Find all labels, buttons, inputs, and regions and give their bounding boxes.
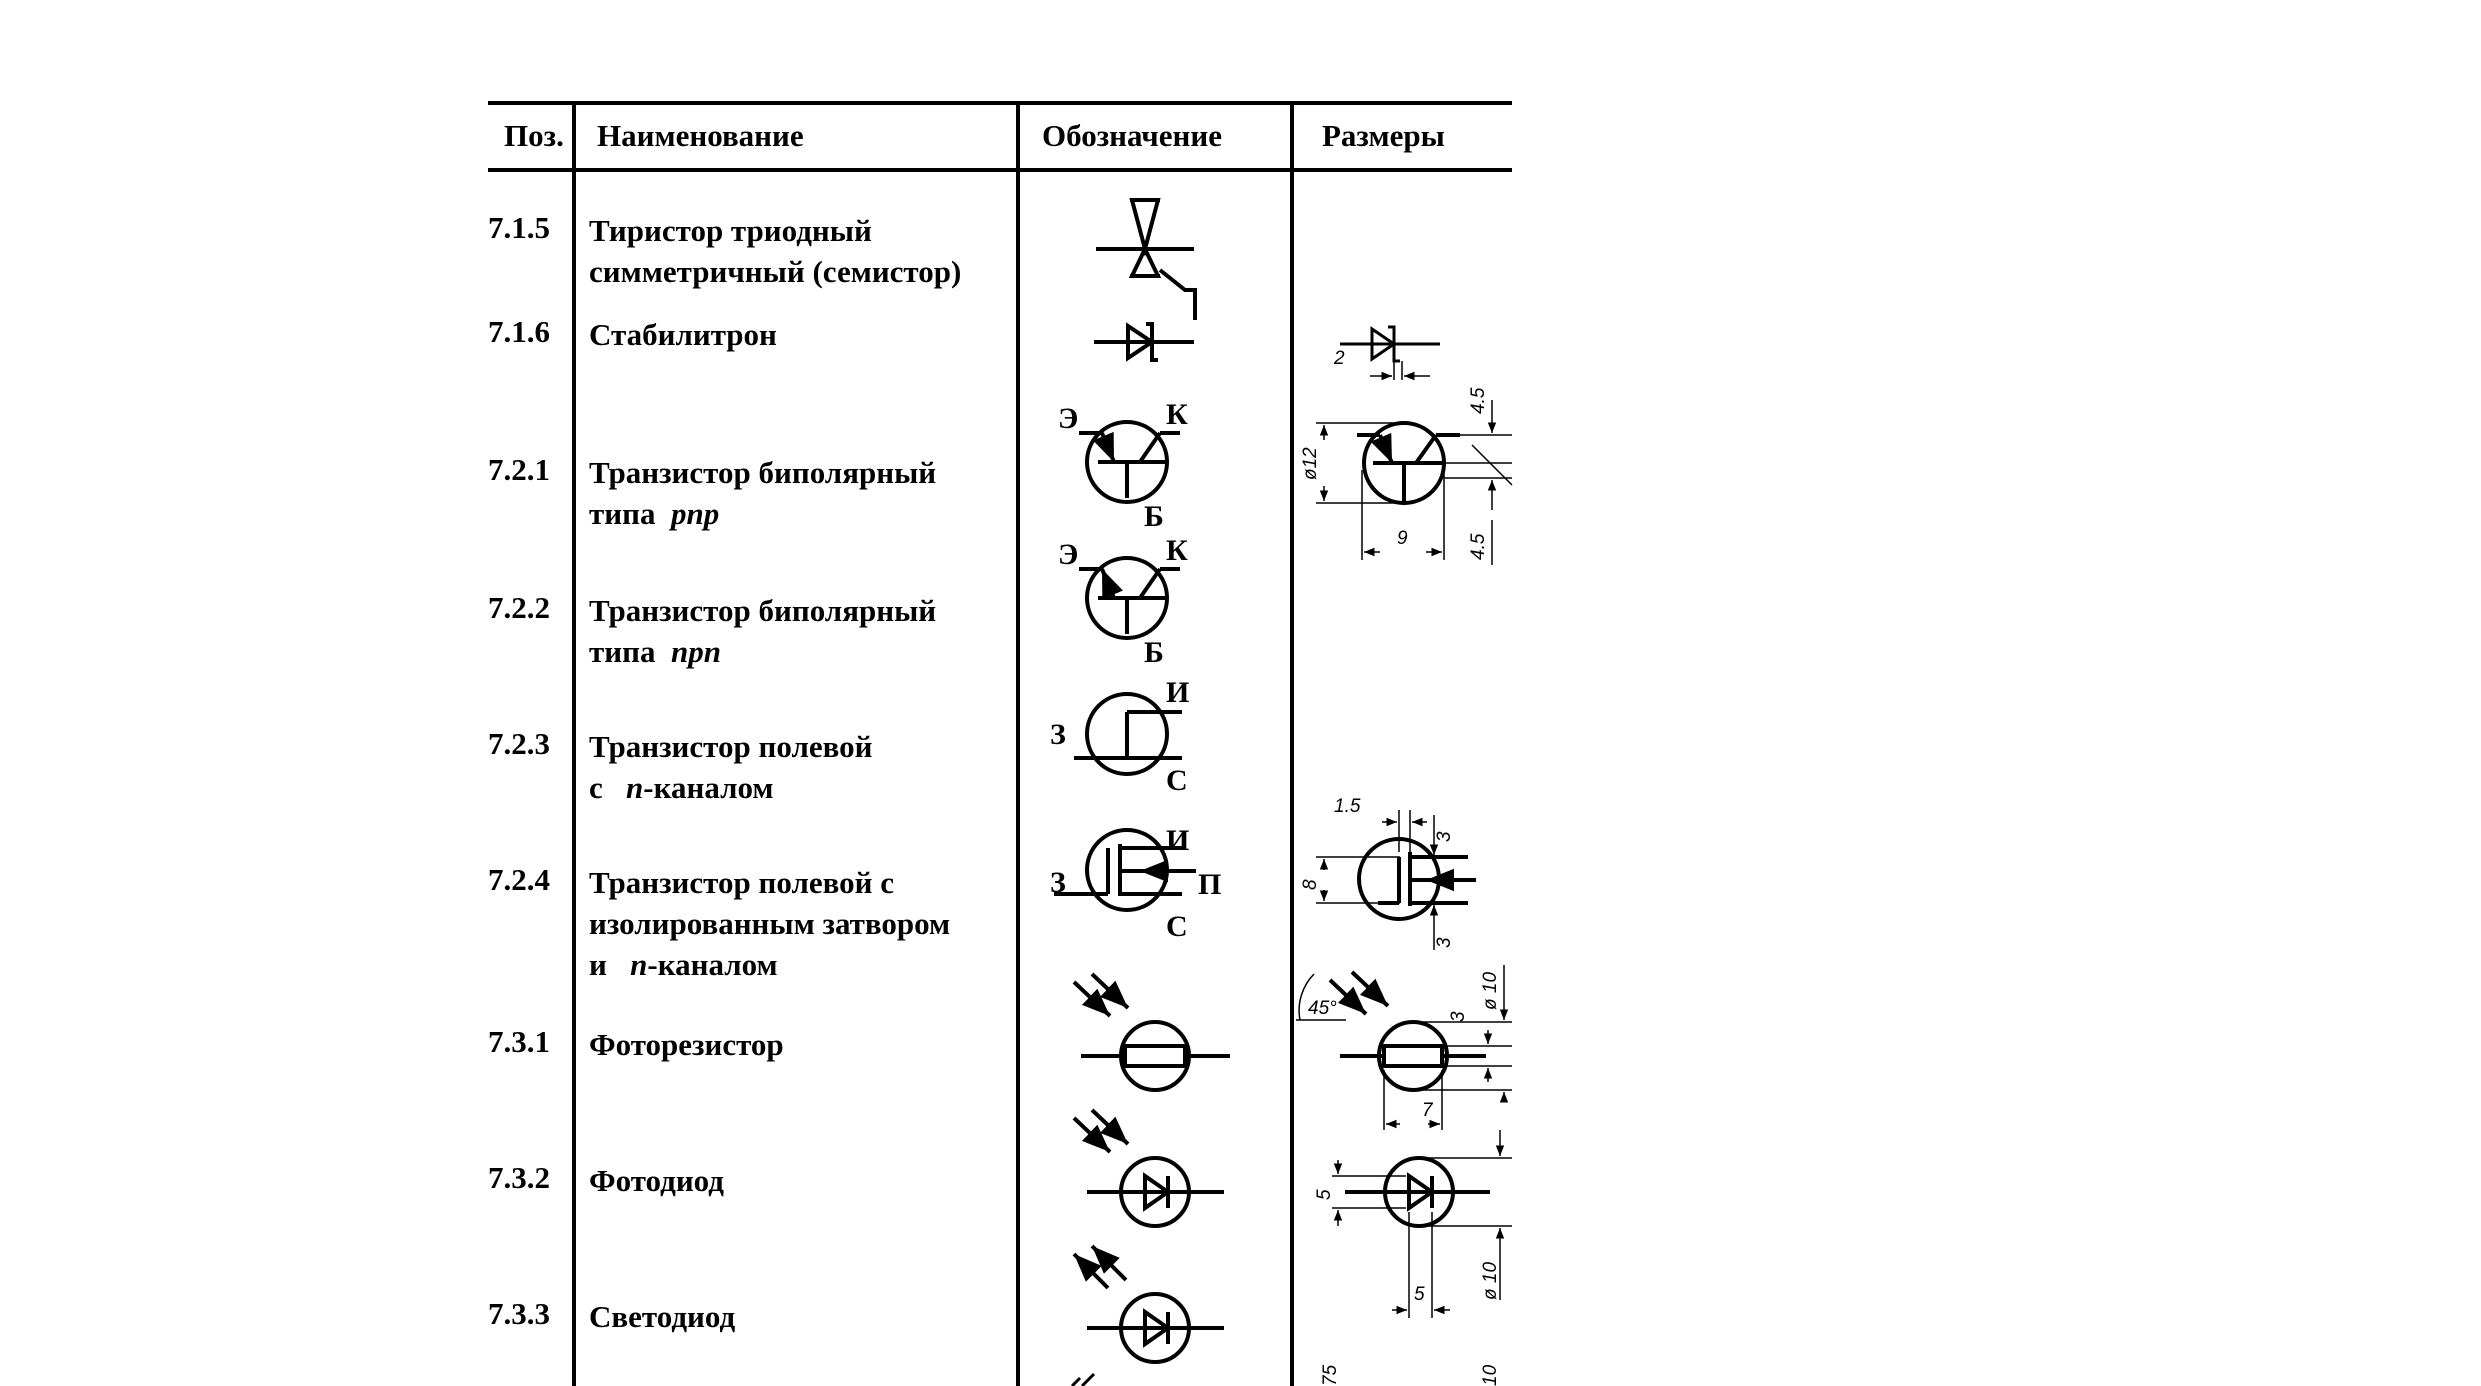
- dim-fet-lower: 3: [1434, 937, 1455, 948]
- row-name: Светодиод: [589, 1299, 736, 1334]
- dim-cut-right: 10: [1480, 1364, 1501, 1386]
- row-name: Транзистор биполярный типа pnp: [589, 455, 937, 531]
- row-name: Фотодиод: [589, 1163, 724, 1198]
- gate-label: З: [1050, 718, 1066, 751]
- base-label: Б: [1144, 500, 1164, 533]
- mosfet-dimension-drawing: [1316, 810, 1476, 950]
- row-pos: 7.3.3: [488, 1296, 550, 1331]
- dim-photo-width: 7: [1422, 1100, 1433, 1121]
- gate-label: З: [1050, 866, 1066, 899]
- dim-pd-width: 5: [1414, 1284, 1425, 1305]
- triac-symbol: [1096, 200, 1195, 320]
- partial-arrow: [1082, 1374, 1094, 1386]
- row-pos: 7.1.5: [488, 210, 550, 245]
- dim-pd-diameter: ø 10: [1480, 1261, 1501, 1300]
- row-pos: 7.3.1: [488, 1024, 550, 1059]
- collector-label: К: [1166, 534, 1188, 567]
- zener-dimension-drawing: [1340, 327, 1440, 380]
- photodiode-symbol: [1074, 1110, 1224, 1226]
- row-name: Транзистор полевой с n-каналом: [589, 729, 873, 805]
- zener-diode-symbol: [1094, 324, 1194, 360]
- dim-pd-height: 5: [1314, 1189, 1335, 1200]
- row-pos: 7.2.1: [488, 452, 550, 487]
- header-symbol: Обозначение: [1042, 118, 1223, 153]
- led-symbol: [1074, 1246, 1224, 1362]
- partial-arrow: [1072, 1378, 1080, 1386]
- dim-bjt-lower: 4.5: [1468, 533, 1489, 560]
- drain-label: С: [1166, 764, 1188, 797]
- drain-label: С: [1166, 910, 1188, 943]
- emitter-label: Э: [1058, 538, 1079, 571]
- substrate-label: П: [1198, 868, 1222, 901]
- row-name: Транзистор полевой с изолированным затвором и n-каналом: [589, 865, 951, 982]
- dim-fet-height: 8: [1300, 879, 1321, 890]
- row-pos: 7.2.4: [488, 862, 550, 897]
- row-pos: 7.3.2: [488, 1160, 550, 1195]
- dim-zener-gap: 2: [1334, 348, 1345, 369]
- dim-bjt-width: 9: [1397, 528, 1408, 549]
- dim-bjt-diameter: ø12: [1300, 447, 1321, 480]
- dim-bjt-upper: 4.5: [1468, 387, 1489, 414]
- dim-photo-angle: 45°: [1308, 998, 1337, 1019]
- collector-label: К: [1166, 398, 1188, 431]
- base-label: Б: [1144, 636, 1164, 669]
- row-name: Транзистор биполярный типа npn: [589, 593, 937, 669]
- emitter-label: Э: [1058, 402, 1079, 435]
- row-pos: 7.2.3: [488, 726, 550, 761]
- row-name: Фоторезистор: [589, 1027, 784, 1062]
- row-pos: 7.1.6: [488, 314, 550, 349]
- header-pos: Поз.: [504, 118, 564, 153]
- header-name: Наименование: [597, 118, 804, 153]
- dim-fet-gap: 1.5: [1334, 796, 1361, 817]
- row-name: Стабилитрон: [589, 317, 777, 352]
- photoresistor-symbol: [1074, 974, 1230, 1090]
- source-label: И: [1166, 676, 1190, 709]
- source-label: И: [1166, 824, 1190, 857]
- dim-cut-left: 75: [1320, 1364, 1341, 1386]
- row-pos: 7.2.2: [488, 590, 550, 625]
- dim-photo-diameter: ø 10: [1480, 971, 1501, 1010]
- bjt-npn-symbol: [1079, 558, 1180, 638]
- row-name: Тиристор триодный симметричный (семистор): [589, 213, 962, 289]
- dim-photo-upper: 3: [1448, 1011, 1469, 1022]
- header-size: Размеры: [1322, 118, 1445, 153]
- dim-fet-upper: 3: [1434, 831, 1455, 842]
- bjt-pnp-symbol: [1079, 422, 1180, 502]
